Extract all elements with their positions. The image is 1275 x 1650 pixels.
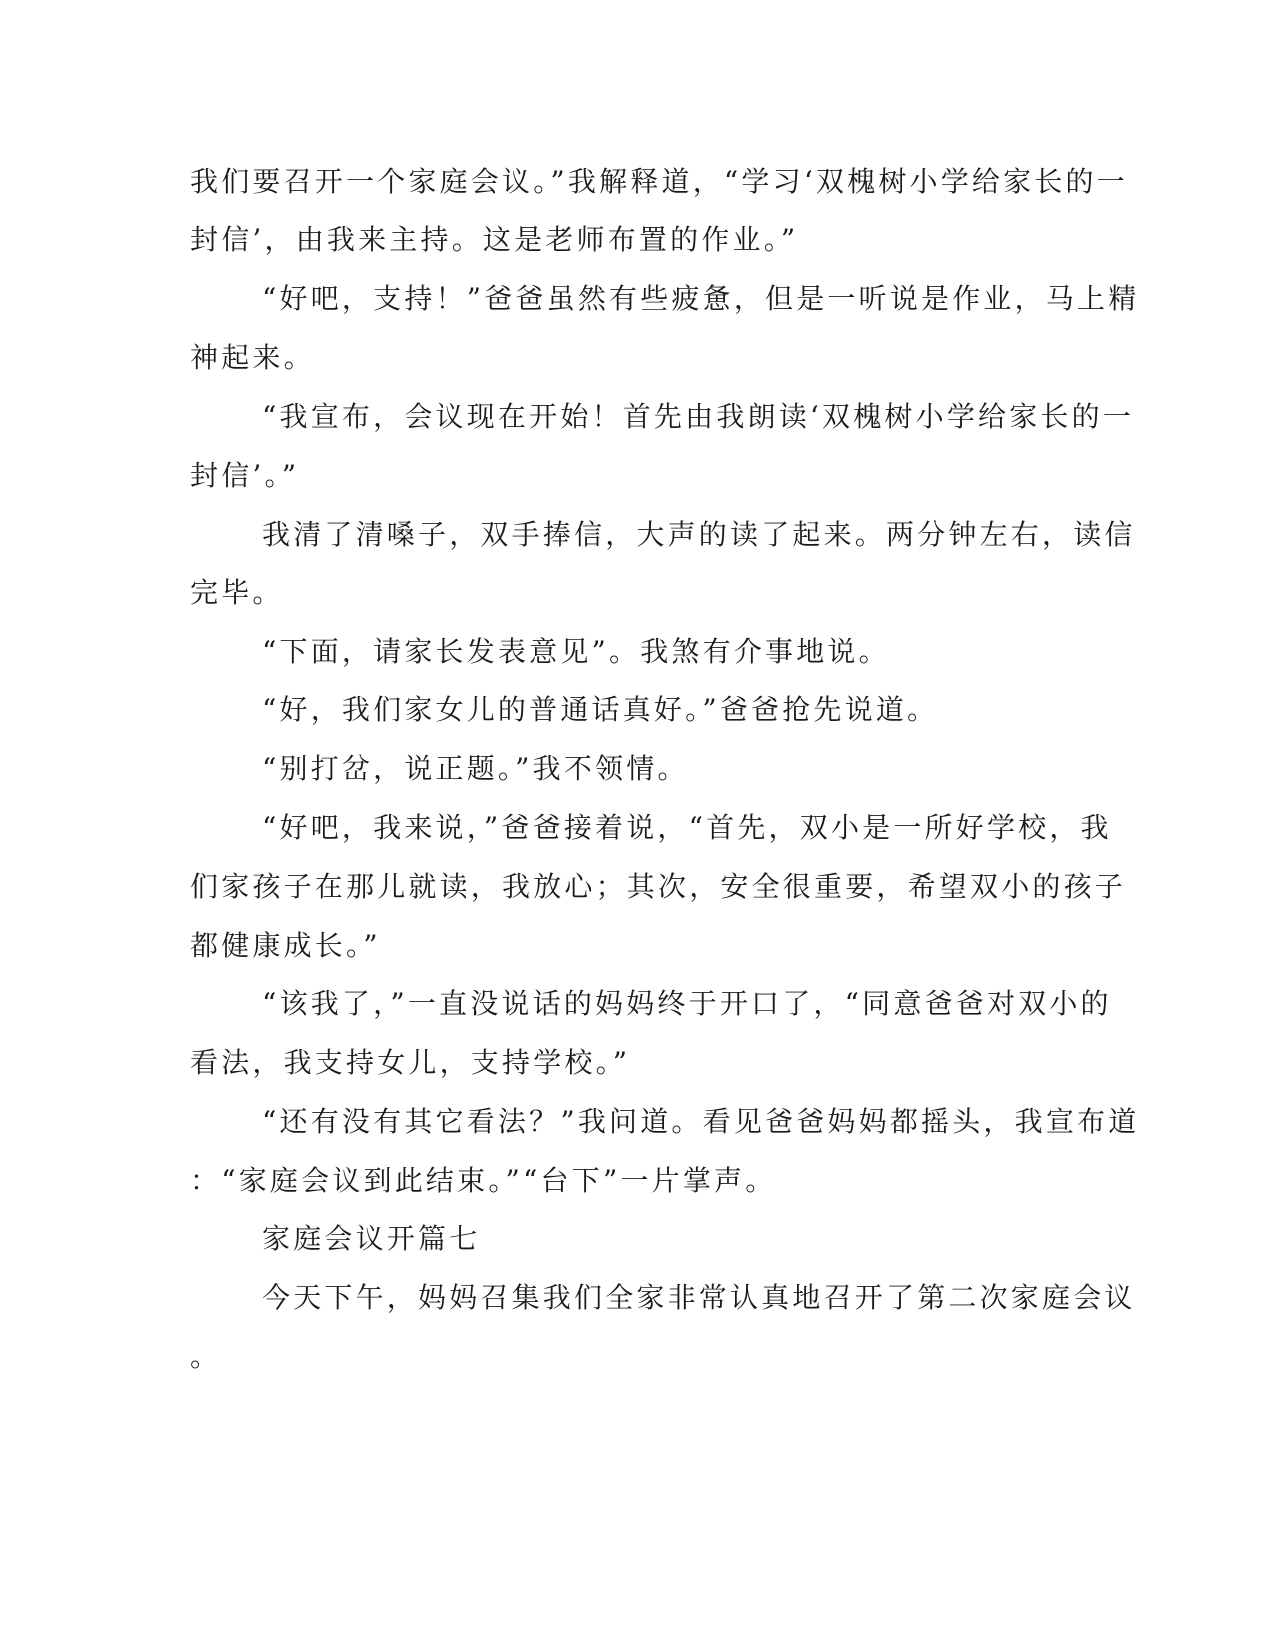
text-line-21: 。 xyxy=(190,1340,222,1373)
text-line-11: “别打岔，说正题。”我不领情。 xyxy=(262,752,689,785)
text-line-8: 完毕。 xyxy=(190,576,284,609)
text-line-14: 都健康成长。” xyxy=(190,929,381,962)
section-heading: 家庭会议开篇七 xyxy=(262,1222,481,1255)
text-line-10: “好，我们家女儿的普通话真好。”爸爸抢先说道。 xyxy=(262,693,939,726)
text-line-6: 封信’。” xyxy=(190,459,300,492)
text-line-9: “下面，请家长发表意见”。我煞有介事地说。 xyxy=(262,635,890,668)
text-line-18: ：“家庭会议到此结束。”“台下”一片掌声。 xyxy=(190,1164,777,1197)
text-line-16: 看法，我支持女儿，支持学校。” xyxy=(190,1046,631,1079)
text-line-7: 我清了清嗓子，双手捧信，大声的读了起来。两分钟左右，读信 xyxy=(262,518,1136,551)
text-line-4: 神起来。 xyxy=(190,341,315,374)
text-line-13: 们家孩子在那儿就读，我放心；其次，安全很重要，希望双小的孩子 xyxy=(190,870,1127,903)
text-line-2: 封信’，由我来主持。这是老师布置的作业。” xyxy=(190,223,799,256)
text-line-5: “我宣布，会议现在开始！首先由我朗读‘双槐树小学给家长的一 xyxy=(262,400,1135,433)
text-line-3: “好吧，支持！”爸爸虽然有些疲惫，但是一听说是作业，马上精 xyxy=(262,282,1140,315)
text-line-15: “该我了，”一直没说话的妈妈终于开口了，“同意爸爸对双小的 xyxy=(262,987,1112,1020)
text-line-20: 今天下午，妈妈召集我们全家非常认真地召开了第二次家庭会议 xyxy=(262,1281,1136,1314)
text-line-17: “还有没有其它看法？”我问道。看见爸爸妈妈都摇头，我宣布道 xyxy=(262,1105,1140,1138)
text-line-12: “好吧，我来说，”爸爸接着说，“首先，双小是一所好学校，我 xyxy=(262,811,1112,844)
text-line-1: 我们要召开一个家庭会议。”我解释道，“学习‘双槐树小学给家长的一 xyxy=(190,165,1128,198)
